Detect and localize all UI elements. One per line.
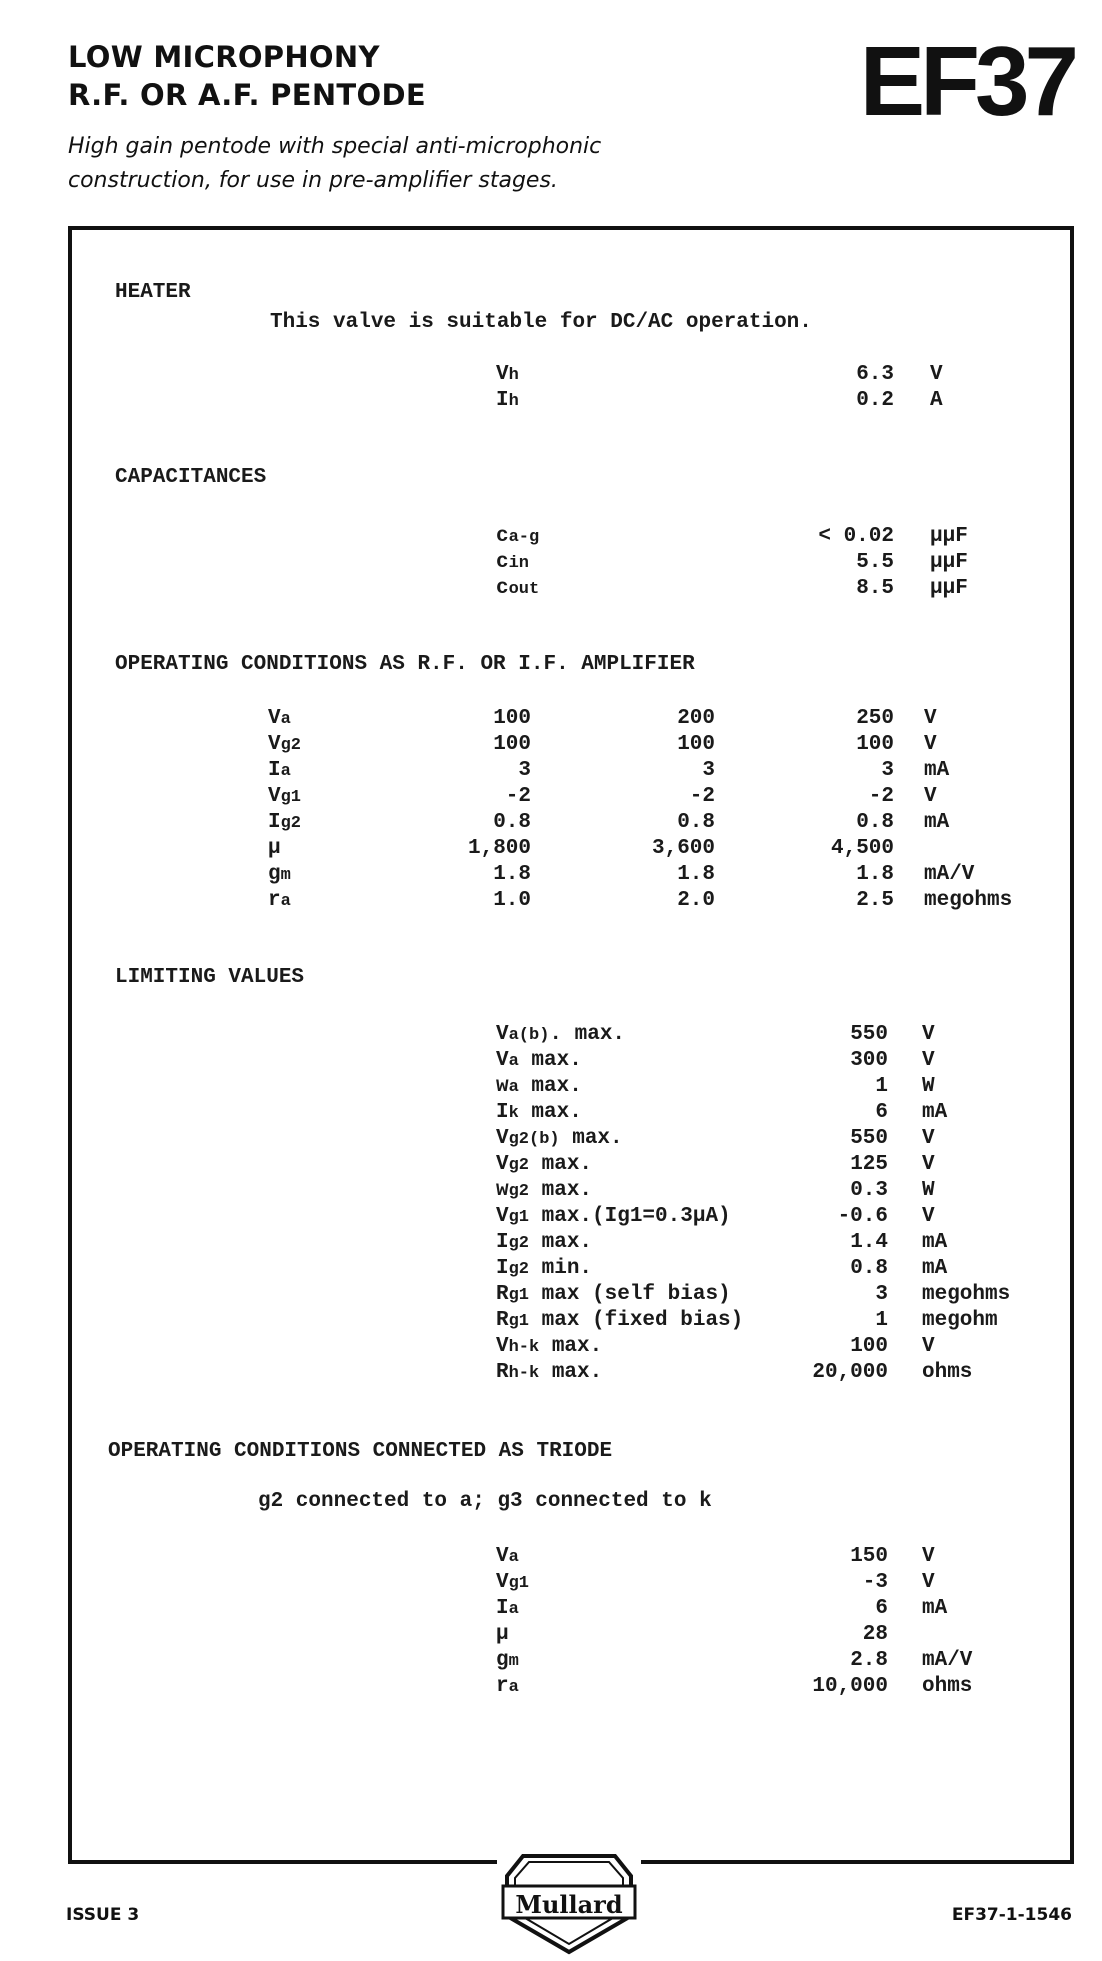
- unit: V: [930, 363, 943, 386]
- symbol: [268, 758, 291, 785]
- title-line-1: LOW MICROPHONY: [68, 40, 380, 74]
- symbol: [496, 1334, 602, 1361]
- unit: A: [930, 389, 943, 412]
- unit: V: [922, 1205, 935, 1228]
- symbol-letter: V: [268, 733, 281, 756]
- parameter-desc: min.: [529, 1257, 593, 1280]
- unit: V: [922, 1153, 935, 1176]
- value: 0.2: [856, 389, 894, 412]
- symbol-subscript: h-k: [508, 1364, 540, 1383]
- value: 6: [875, 1597, 888, 1620]
- symbol: [496, 1048, 582, 1075]
- unit: megohm: [922, 1309, 998, 1332]
- value: 150: [850, 1545, 888, 1568]
- value-col-3: 250: [856, 707, 894, 730]
- value-col-3: 4,500: [830, 837, 894, 860]
- value-col-1: 1,800: [467, 837, 531, 860]
- symbol: [496, 1152, 592, 1179]
- value: 1.4: [850, 1231, 888, 1254]
- value-col-2: 3: [702, 759, 715, 782]
- symbol-subscript: a: [508, 1600, 519, 1619]
- value: 6.3: [856, 363, 894, 386]
- value: 5.5: [856, 551, 894, 574]
- symbol-subscript: g1: [508, 1208, 530, 1227]
- symbol-subscript: g2: [280, 814, 302, 833]
- symbol-subscript: g2: [508, 1156, 530, 1175]
- symbol-letter: R: [496, 1361, 509, 1384]
- unit: mA: [922, 1257, 948, 1280]
- symbol: [496, 1100, 582, 1127]
- section-heater-heading: HEATER: [115, 281, 191, 304]
- unit: ohms: [922, 1361, 973, 1384]
- section-limiting-heading: LIMITING VALUES: [115, 966, 305, 989]
- symbol: [496, 1674, 519, 1701]
- symbol-subscript: m: [508, 1652, 519, 1671]
- symbol-subscript: a: [508, 1678, 519, 1697]
- symbol-letter: V: [496, 1049, 509, 1072]
- value-col-1: 0.8: [493, 811, 531, 834]
- symbol-subscript: a: [508, 1078, 519, 1097]
- symbol: [496, 1570, 529, 1597]
- symbol-letter: V: [496, 1335, 509, 1358]
- parameter-desc: max.: [539, 1361, 603, 1384]
- symbol-letter: V: [496, 1153, 509, 1176]
- symbol-subscript: m: [280, 866, 291, 885]
- symbol: [268, 836, 281, 862]
- value: 2.8: [850, 1649, 888, 1672]
- value: 1: [875, 1309, 888, 1332]
- value: 28: [862, 1623, 888, 1646]
- unit: V: [922, 1127, 935, 1150]
- symbol: [496, 576, 539, 603]
- symbol-letter: g: [496, 1649, 509, 1672]
- symbol: [496, 1230, 592, 1257]
- title-line-2: R.F. OR A.F. PENTODE: [68, 78, 426, 112]
- value: 0.3: [850, 1179, 888, 1202]
- symbol-subscript: a-g: [508, 528, 540, 547]
- symbol-subscript: a: [508, 1548, 519, 1567]
- section-rf-amplifier-heading: OPERATING CONDITIONS AS R.F. OR I.F. AMPLIFIER: [115, 653, 695, 676]
- value-col-2: 0.8: [677, 811, 715, 834]
- parameter-desc: max.: [539, 1335, 603, 1358]
- symbol: [496, 1282, 731, 1309]
- unit: mA: [922, 1231, 948, 1254]
- symbol: [496, 1648, 519, 1675]
- symbol-letter: V: [268, 707, 281, 730]
- value-col-1: 1.0: [493, 889, 531, 912]
- unit: μμF: [930, 525, 968, 548]
- value: 100: [850, 1335, 888, 1358]
- value: 1: [875, 1075, 888, 1098]
- symbol-letter: V: [496, 1545, 509, 1568]
- value-col-2: 100: [677, 733, 715, 756]
- symbol-letter: c: [496, 577, 509, 600]
- symbol: [268, 888, 291, 915]
- symbol-subscript: a: [280, 762, 291, 781]
- unit: mA: [922, 1597, 948, 1620]
- value-col-3: 2.5: [856, 889, 894, 912]
- parameter-desc: max.: [518, 1075, 582, 1098]
- value: 300: [850, 1049, 888, 1072]
- symbol-subscript: a: [280, 710, 291, 729]
- symbol-subscript: h: [508, 366, 519, 385]
- unit: mA: [924, 759, 950, 782]
- value: 6: [875, 1101, 888, 1124]
- symbol-subscript: a: [508, 1052, 519, 1071]
- heater-note: This valve is suitable for DC/AC operation.: [270, 311, 812, 334]
- value-col-3: 3: [881, 759, 894, 782]
- unit: mA: [924, 811, 950, 834]
- symbol: [268, 862, 291, 889]
- value-col-3: 0.8: [856, 811, 894, 834]
- symbol: [496, 362, 519, 389]
- value: 125: [850, 1153, 888, 1176]
- section-capacitances-heading: CAPACITANCES: [115, 466, 267, 489]
- parameter-desc: max.: [529, 1153, 593, 1176]
- unit: μμF: [930, 577, 968, 600]
- symbol: [496, 1178, 592, 1205]
- symbol-letter: r: [496, 1675, 509, 1698]
- symbol-subscript: k: [508, 1104, 519, 1123]
- parameter-desc: max.: [518, 1049, 582, 1072]
- symbol-letter: R: [496, 1283, 509, 1306]
- symbol: [496, 1308, 743, 1335]
- value: 8.5: [856, 577, 894, 600]
- parameter-desc: max (self bias): [529, 1283, 731, 1306]
- symbol-subscript: g1: [280, 788, 302, 807]
- symbol: [268, 706, 291, 733]
- symbol-letter: V: [496, 1205, 509, 1228]
- unit: V: [922, 1023, 935, 1046]
- unit: V: [924, 707, 937, 730]
- symbol: [268, 784, 301, 811]
- unit: mA/V: [922, 1649, 973, 1672]
- symbol-subscript: g2(b): [508, 1130, 560, 1149]
- parameter-desc: . max.: [549, 1023, 626, 1046]
- value: -0.6: [837, 1205, 888, 1228]
- document-code: EF37-1-1546: [951, 1905, 1072, 1925]
- symbol: [496, 1622, 509, 1648]
- symbol-letter: I: [496, 1597, 509, 1620]
- value-col-1: 3: [518, 759, 531, 782]
- symbol-subscript: a: [280, 892, 291, 911]
- symbol-subscript: g1: [508, 1312, 530, 1331]
- symbol-letter: μ: [268, 837, 281, 860]
- symbol: [496, 388, 519, 415]
- value-col-3: 1.8: [856, 863, 894, 886]
- value: 10,000: [812, 1675, 888, 1698]
- value-col-2: 3,600: [651, 837, 715, 860]
- symbol: [496, 1544, 519, 1571]
- value-col-1: -2: [505, 785, 531, 808]
- symbol-letter: I: [496, 1101, 509, 1124]
- unit: V: [922, 1571, 935, 1594]
- symbol: [496, 1360, 602, 1387]
- symbol-letter: I: [496, 1231, 509, 1254]
- subtitle-line-1: High gain pentode with special anti-microphonic: [68, 134, 602, 159]
- value: 20,000: [812, 1361, 888, 1384]
- value-col-1: 1.8: [493, 863, 531, 886]
- unit: megohms: [922, 1283, 1011, 1306]
- parameter-desc: max.: [529, 1179, 593, 1202]
- symbol-subscript: g2: [508, 1234, 530, 1253]
- value: -3: [862, 1571, 888, 1594]
- symbol-subscript: h-k: [508, 1338, 540, 1357]
- symbol-letter: w: [496, 1075, 509, 1098]
- symbol: [496, 550, 529, 577]
- symbol-letter: V: [496, 1571, 509, 1594]
- symbol-letter: g: [268, 863, 281, 886]
- symbol-letter: I: [496, 389, 509, 412]
- symbol: [496, 1596, 519, 1623]
- symbol-letter: V: [496, 1127, 509, 1150]
- value-col-3: 100: [856, 733, 894, 756]
- unit: megohms: [924, 889, 1013, 912]
- symbol-letter: r: [268, 889, 281, 912]
- value-col-1: 100: [493, 707, 531, 730]
- parameter-desc: max (fixed bias): [529, 1309, 744, 1332]
- symbol-letter: I: [496, 1257, 509, 1280]
- unit: W: [922, 1179, 935, 1202]
- parameter-desc: max.(Ig1=0.3μA): [529, 1205, 731, 1228]
- value: < 0.02: [818, 525, 894, 548]
- unit: V: [924, 733, 937, 756]
- symbol-subscript: g2: [280, 736, 302, 755]
- symbol-letter: V: [496, 363, 509, 386]
- symbol: [268, 732, 301, 759]
- parameter-desc: max.: [529, 1231, 593, 1254]
- unit: mA/V: [924, 863, 975, 886]
- subtitle-line-2: construction, for use in pre-amplifier stages.: [68, 168, 558, 193]
- mullard-logo: [497, 1846, 641, 1956]
- unit: W: [922, 1075, 935, 1098]
- value: 550: [850, 1023, 888, 1046]
- unit: ohms: [922, 1675, 973, 1698]
- value-col-2: -2: [689, 785, 715, 808]
- section-triode-heading: OPERATING CONDITIONS CONNECTED AS TRIODE: [108, 1440, 613, 1463]
- unit: V: [922, 1545, 935, 1568]
- symbol: [496, 1256, 592, 1283]
- symbol-subscript: g2: [508, 1182, 530, 1201]
- symbol: [496, 1022, 625, 1049]
- symbol: [496, 1204, 731, 1231]
- unit: μμF: [930, 551, 968, 574]
- value-col-2: 2.0: [677, 889, 715, 912]
- symbol-subscript: h: [508, 392, 519, 411]
- symbol-subscript: g2: [508, 1260, 530, 1279]
- symbol: [496, 1126, 623, 1153]
- symbol: [268, 810, 301, 837]
- value: 550: [850, 1127, 888, 1150]
- symbol: [496, 1074, 582, 1101]
- value-col-2: 1.8: [677, 863, 715, 886]
- symbol-letter: μ: [496, 1623, 509, 1646]
- value-col-2: 200: [677, 707, 715, 730]
- symbol-subscript: g1: [508, 1574, 530, 1593]
- symbol-subscript: in: [508, 554, 530, 573]
- symbol: [496, 524, 539, 551]
- logo-brand-text: Mullard: [515, 1890, 623, 1919]
- unit: mA: [922, 1101, 948, 1124]
- symbol-subscript: g1: [508, 1286, 530, 1305]
- model-number: EF37: [859, 26, 1074, 136]
- symbol-letter: R: [496, 1309, 509, 1332]
- unit: V: [922, 1335, 935, 1358]
- symbol-letter: I: [268, 811, 281, 834]
- unit: V: [924, 785, 937, 808]
- page-subtitle: [68, 130, 688, 198]
- value: 3: [875, 1283, 888, 1306]
- symbol-subscript: out: [508, 580, 540, 599]
- symbol-letter: c: [496, 525, 509, 548]
- symbol-letter: V: [496, 1023, 509, 1046]
- symbol-letter: w: [496, 1179, 509, 1202]
- parameter-desc: max.: [518, 1101, 582, 1124]
- triode-note: g2 connected to a; g3 connected to k: [258, 1490, 712, 1513]
- parameter-desc: max.: [559, 1127, 623, 1150]
- value-col-1: 100: [493, 733, 531, 756]
- symbol-letter: I: [268, 759, 281, 782]
- issue-label: ISSUE 3: [66, 1905, 140, 1925]
- symbol-letter: V: [268, 785, 281, 808]
- value: 0.8: [850, 1257, 888, 1280]
- value-col-3: -2: [868, 785, 894, 808]
- page-title: [68, 38, 426, 114]
- unit: V: [922, 1049, 935, 1072]
- symbol-subscript: a(b): [508, 1026, 550, 1045]
- symbol-letter: c: [496, 551, 509, 574]
